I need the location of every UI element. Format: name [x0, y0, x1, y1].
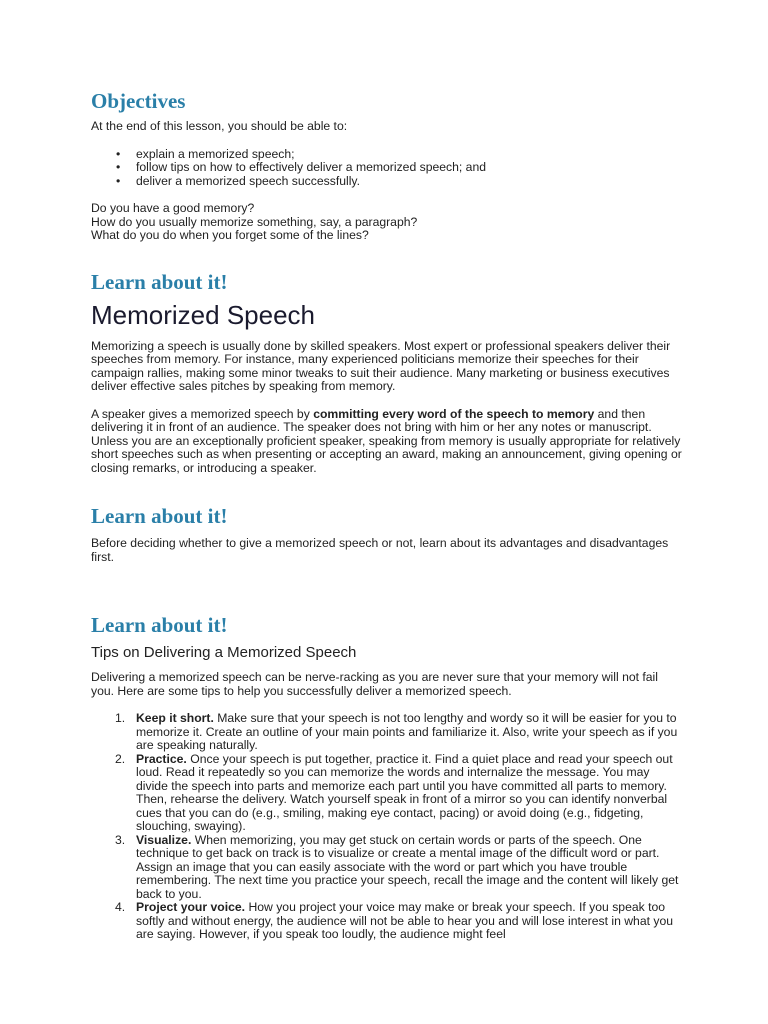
list-item: 3. Visualize. When memorizing, you may get stuck on certain words or parts of the speech. One technique to get back on track is to visualize or create a mental image of the difficult word or part. Assign an image that you can easily associate with the word or part which you have trouble remembering. The next time you practice your speech, recall the image and the content will likely get back to you.	[115, 832, 679, 901]
objectives-list	[91, 148, 684, 189]
question: Do you have a good memory?	[91, 201, 255, 215]
list-item: • follow tips on how to effectively deliver a memorized speech; and	[116, 160, 487, 174]
list-item: • explain a memorized speech;	[116, 146, 295, 161]
paragraph: A speaker gives a memorized speech by committing every word of the speech to memory and then delivering it in front of an audience. The speaker does not bring with him or her any notes or manuscript. Unless you are an exceptionally proficient speaker, speaking from memory is usually appropriate for relatively short speeches such as when presenting or accepting an award, making an announcement, giving opening or closing remarks, or introducing a speaker.	[91, 406, 682, 475]
question: What do you do when you forget some of the lines?	[91, 228, 369, 242]
tips-list	[91, 712, 684, 942]
paragraph: Delivering a memorized speech can be nerve-racking as you are never sure that your memory will not fail you. Here are some tips to help you successfully deliver a memorized speech.	[91, 670, 658, 698]
section-subtitle: Tips on Delivering a Memorized Speech	[91, 644, 357, 661]
list-item: • deliver a memorized speech successfully.	[116, 173, 360, 188]
page-title: Memorized Speech	[91, 299, 315, 330]
emphasis: committing every word of the speech to memory	[313, 406, 595, 421]
section-heading: Learn about it!	[91, 504, 228, 528]
bullet-icon: •	[116, 160, 121, 174]
section-heading: Learn about it!	[91, 613, 228, 637]
section-heading: Learn about it!	[91, 269, 228, 294]
list-item: 2. Practice. Once your speech is put together, practice it. Find a quiet place and read your speech out loud. Read it repeatedly so you can memorize the words and internalize the message. You may divide the speech into parts and memorize each part until you have committed all parts to memory. Then, rehearse the delivery. Watch yourself speak in front of a mirror so you can identify nonverbal cues that you can do (e.g., smiling, making eye contact, pacing) or avoid doing (e.g., fidgeting, slouching, swaying).	[115, 751, 673, 833]
objectives-heading: Objectives	[91, 89, 186, 113]
paragraph: Memorizing a speech is usually done by skilled speakers. Most expert or professional speakers deliver their speeches from memory. For instance, many experienced politicians memorize their speeches for their campaign rallies, making some minor tweaks to suit their audience. Many marketing or business executives deliver effective sales pitches by speaking from memory.	[91, 338, 671, 393]
bullet-icon: •	[116, 173, 121, 188]
objectives-intro: At the end of this lesson, you should be able to:	[91, 119, 348, 133]
bullet-icon: •	[116, 146, 121, 161]
list-item: 1. Keep it short. Make sure that your speech is not too lengthy and wordy so it will be easier for you to memorize it. Create an outline of your main points and familiarize it. Also, write your speech as if you are speaking naturally.	[115, 711, 678, 752]
list-item: 4. Project your voice. How you project your voice may make or break your speech. If you speak too softly and without energy, the audience will not be able to hear you and will lose interest in what you are saying. However, if you speak too loudly, the audience might feel	[115, 900, 674, 941]
paragraph: Before deciding whether to give a memorized speech or not, learn about its advantages and disadvantages first.	[91, 536, 669, 564]
question: How do you usually memorize something, say, a paragraph?	[91, 214, 418, 229]
questions-block	[91, 202, 684, 243]
